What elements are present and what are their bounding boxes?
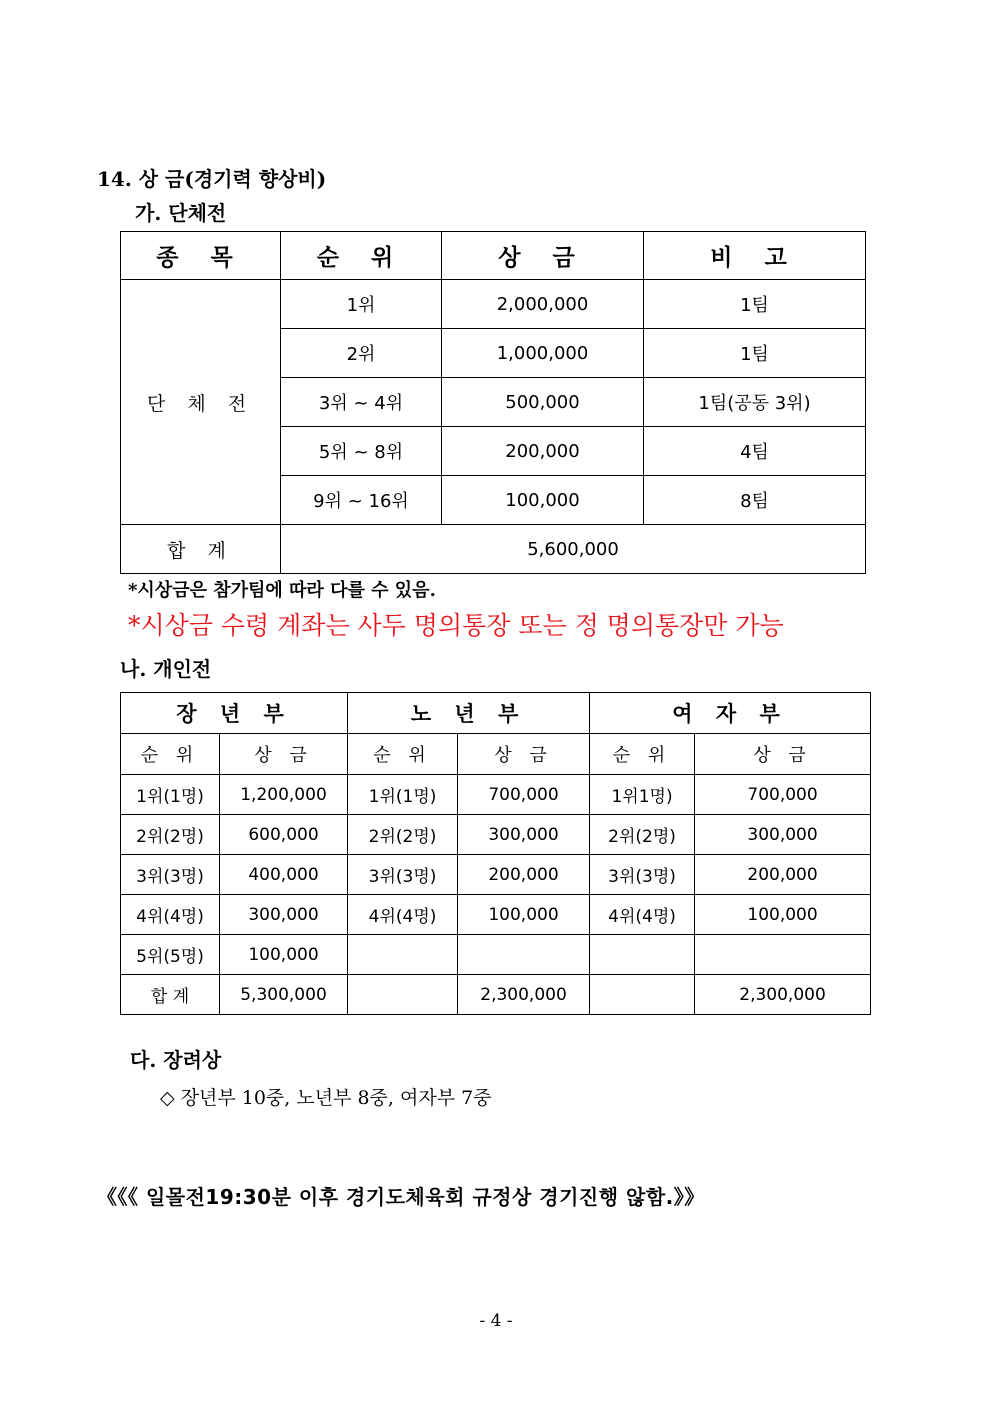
prize-cell: 200,000 (442, 427, 644, 476)
prize-cell: 1,000,000 (442, 329, 644, 378)
cell (348, 935, 458, 975)
cell: 3위(3명) (590, 855, 695, 895)
cell: 300,000 (458, 815, 590, 855)
sub-header-row (121, 734, 871, 775)
cell: 2,300,000 (695, 975, 871, 1015)
note-cell: 1팀 (644, 329, 866, 378)
sub-header-rank: 순 위 (590, 734, 695, 775)
cell: 300,000 (695, 815, 871, 855)
note-cell: 1팀(공동 3위) (644, 378, 866, 427)
table-row (121, 895, 871, 935)
team-prize-table (120, 231, 866, 574)
group-senior: 장 년 부 (121, 693, 348, 734)
account-note: *시상금 수령 계좌는 사두 명의통장 또는 정 명의통장만 가능 (128, 611, 784, 640)
header-note: 비 고 (644, 232, 866, 280)
cell: 300,000 (220, 895, 348, 935)
sub-header-rank: 순 위 (348, 734, 458, 775)
total-row (121, 525, 866, 574)
cell: 100,000 (695, 895, 871, 935)
note-cell: 1팀 (644, 280, 866, 329)
prize-note: *시상금은 참가팀에 따라 다를 수 있음. (128, 580, 436, 601)
cell: 3위(3명) (121, 855, 220, 895)
header-event: 종 목 (121, 232, 281, 280)
cell: 합 계 (121, 975, 220, 1015)
sub-header-prize: 상 금 (220, 734, 348, 775)
rank-cell: 3위 ~ 4위 (281, 378, 442, 427)
cell: 600,000 (220, 815, 348, 855)
cell: 100,000 (220, 935, 348, 975)
cell: 200,000 (458, 855, 590, 895)
cell: 200,000 (695, 855, 871, 895)
prize-cell: 100,000 (442, 476, 644, 525)
cell: 2위(2명) (348, 815, 458, 855)
rank-cell: 5위 ~ 8위 (281, 427, 442, 476)
table-row (121, 935, 871, 975)
prize-cell: 500,000 (442, 378, 644, 427)
cell: 4위(4명) (348, 895, 458, 935)
group-elder: 노 년 부 (348, 693, 590, 734)
section-title: 14. 상 금(경기력 향상비) (97, 167, 327, 191)
cell: 400,000 (220, 855, 348, 895)
encourage-heading: 다. 장려상 (130, 1048, 222, 1072)
sub-header-prize: 상 금 (458, 734, 590, 775)
total-label: 합 계 (121, 525, 281, 574)
team-heading: 가. 단체전 (135, 201, 227, 225)
encourage-text: ◇ 장년부 10중, 노년부 8중, 여자부 7중 (160, 1087, 492, 1109)
rank-cell: 9위 ~ 16위 (281, 476, 442, 525)
cell: 700,000 (458, 775, 590, 815)
total-row (121, 975, 871, 1015)
cell (590, 975, 695, 1015)
table-row (121, 855, 871, 895)
header-rank: 순 위 (281, 232, 442, 280)
cell: 2위(2명) (590, 815, 695, 855)
event-label: 단 체 전 (121, 280, 281, 525)
rank-cell: 1위 (281, 280, 442, 329)
page-number: - 4 - (479, 1311, 513, 1331)
individual-prize-table (120, 692, 871, 1015)
cell: 3위(3명) (348, 855, 458, 895)
cell: 1위(1명) (121, 775, 220, 815)
header-prize: 상 금 (442, 232, 644, 280)
sub-header-prize: 상 금 (695, 734, 871, 775)
cell: 1위1명) (590, 775, 695, 815)
cell (695, 935, 871, 975)
cell: 2위(2명) (121, 815, 220, 855)
cell: 700,000 (695, 775, 871, 815)
group-women: 여 자 부 (590, 693, 871, 734)
table-row (121, 815, 871, 855)
cell: 4위(4명) (121, 895, 220, 935)
cell: 2,300,000 (458, 975, 590, 1015)
cell (348, 975, 458, 1015)
total-value: 5,600,000 (281, 525, 866, 574)
cell: 5위(5명) (121, 935, 220, 975)
rank-cell: 2위 (281, 329, 442, 378)
note-cell: 4팀 (644, 427, 866, 476)
individual-heading: 나. 개인전 (120, 657, 212, 681)
note-cell: 8팀 (644, 476, 866, 525)
group-header-row (121, 693, 871, 734)
cell: 1,200,000 (220, 775, 348, 815)
cell: 100,000 (458, 895, 590, 935)
cell (590, 935, 695, 975)
table-row (121, 280, 866, 329)
cell (458, 935, 590, 975)
table-header-row (121, 232, 866, 280)
cell: 4위(4명) (590, 895, 695, 935)
cell: 5,300,000 (220, 975, 348, 1015)
cell: 1위(1명) (348, 775, 458, 815)
sunset-notice: 《《《 일몰전19:30분 이후 경기도체육회 규정상 경기진행 않함.》》 (97, 1185, 705, 1209)
sub-header-rank: 순 위 (121, 734, 220, 775)
prize-cell: 2,000,000 (442, 280, 644, 329)
table-row (121, 775, 871, 815)
